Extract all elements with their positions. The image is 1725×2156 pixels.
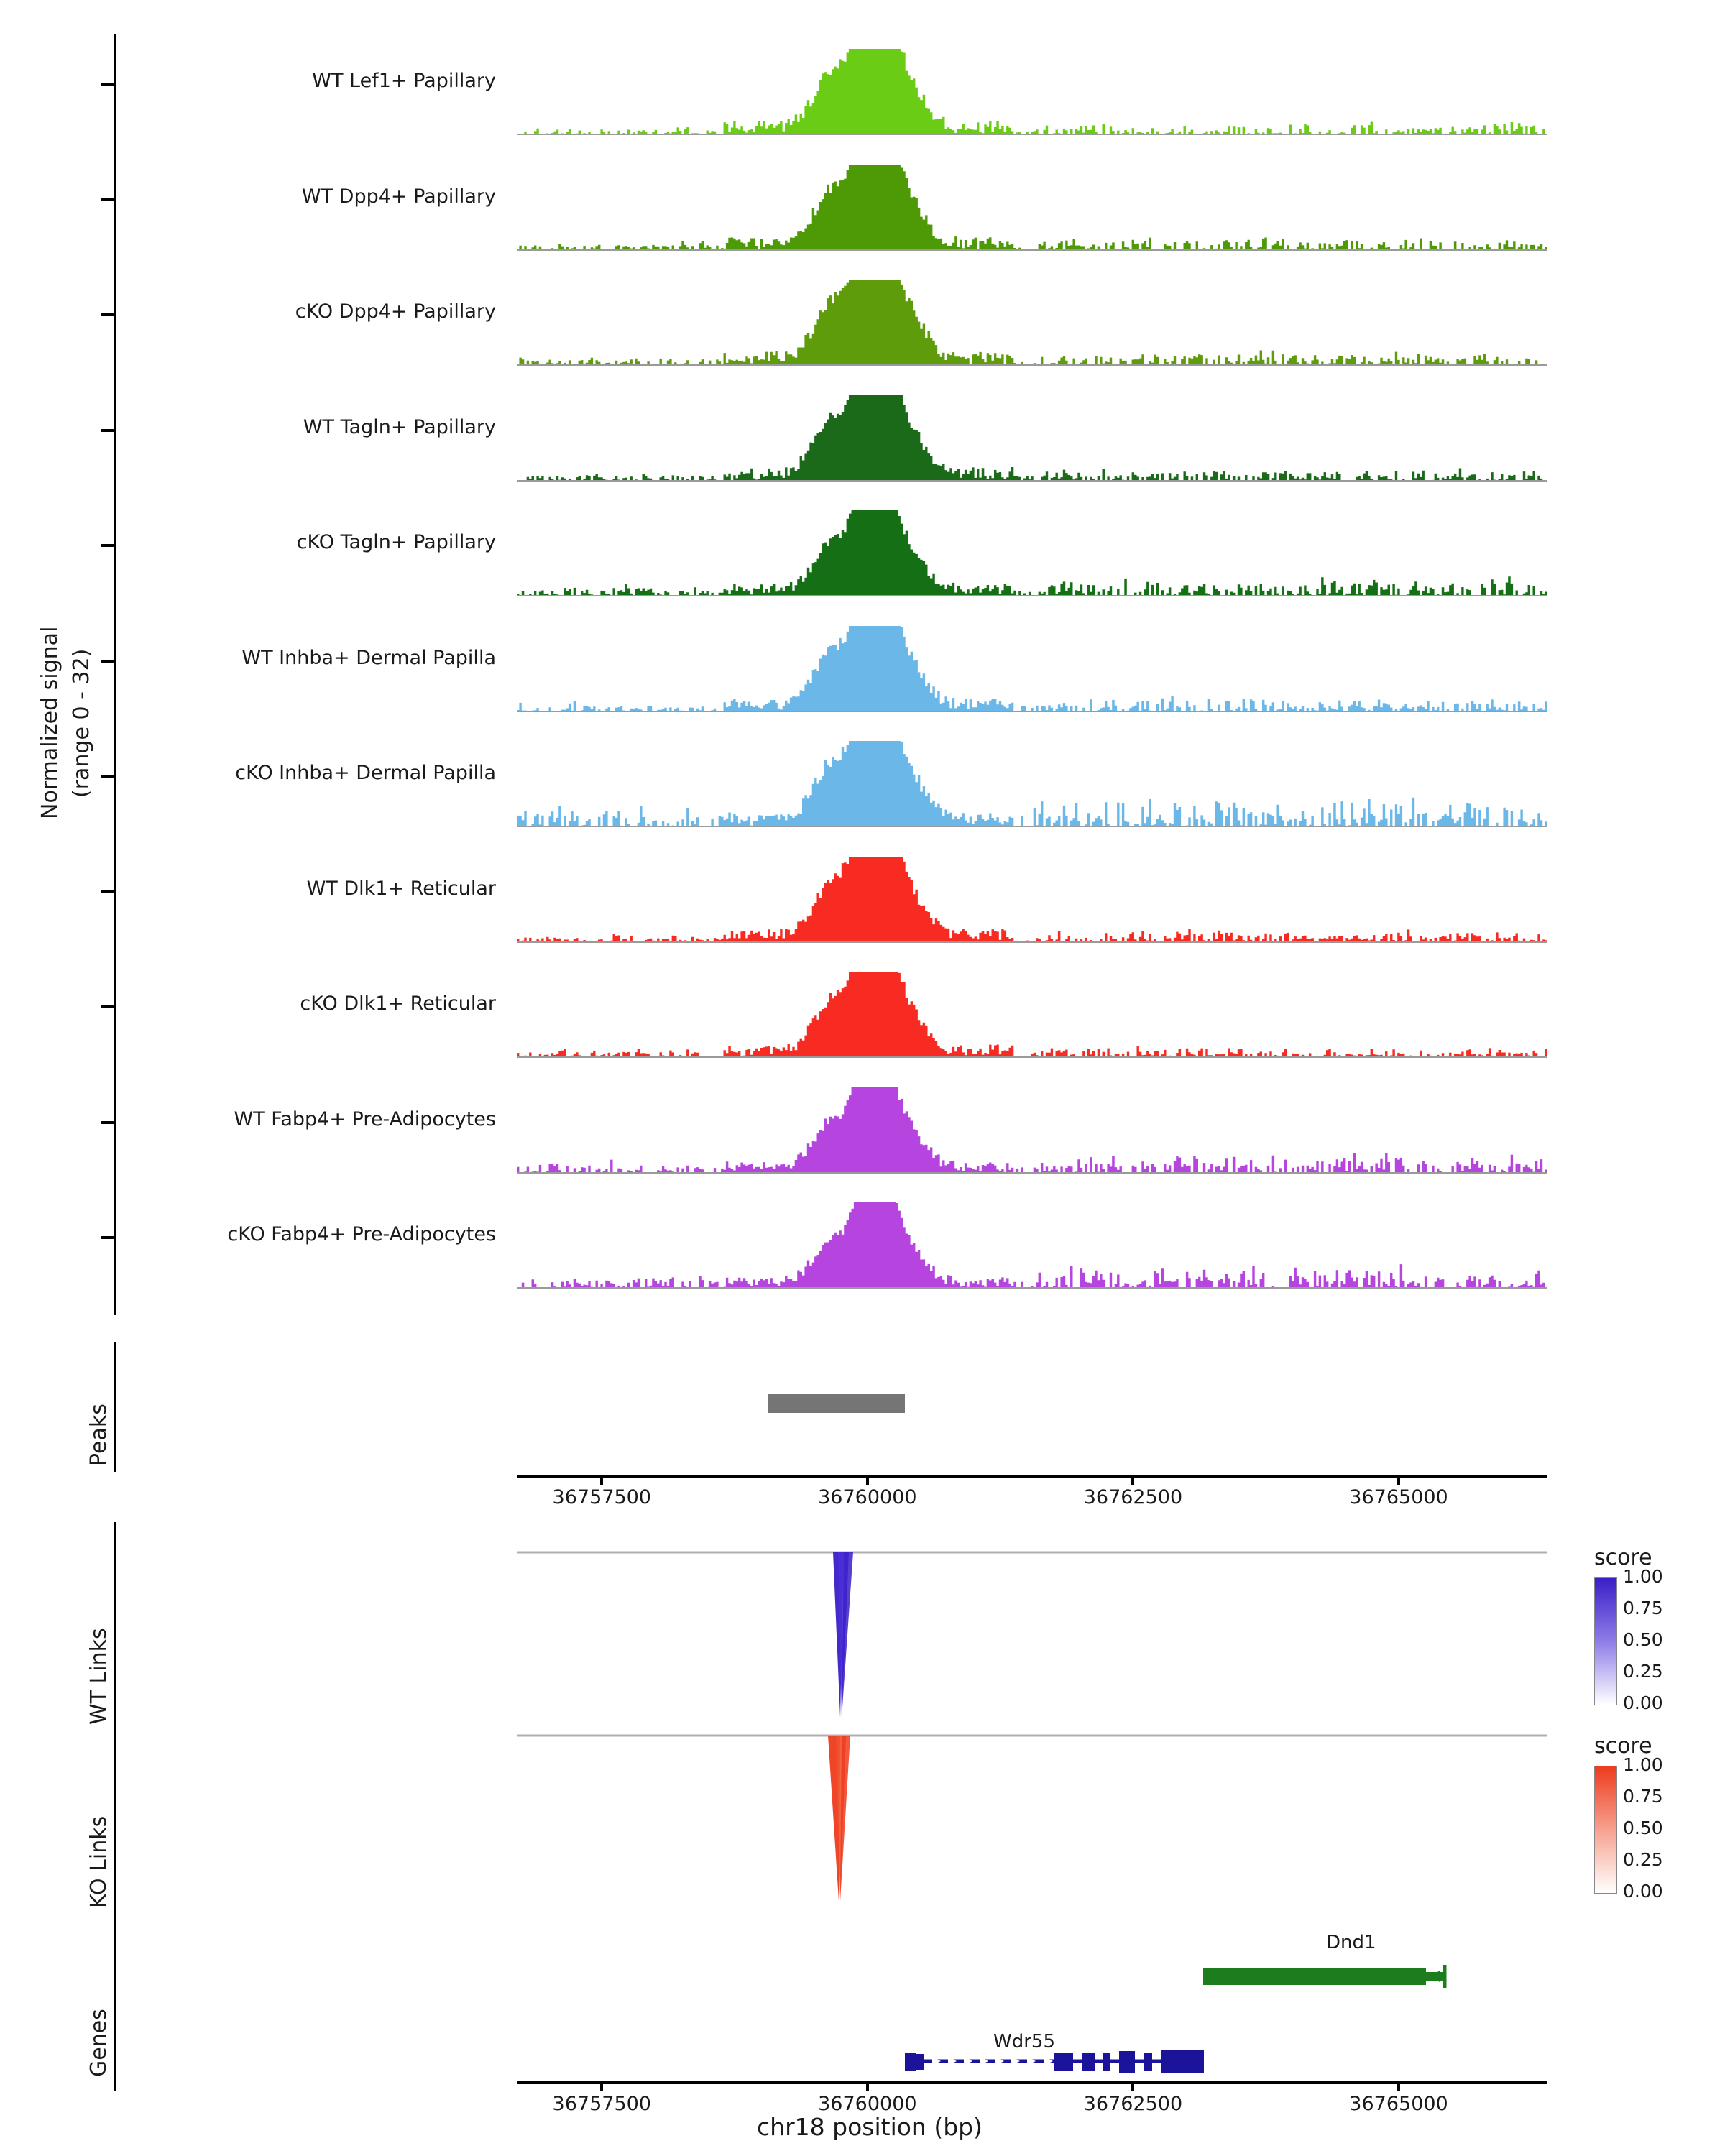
x-tick xyxy=(866,2081,869,2091)
peaks-panel-label: Peaks xyxy=(86,1404,111,1466)
wt-links-legend-colorbar xyxy=(1594,1577,1617,1705)
signal-track xyxy=(517,972,1547,1056)
ko-links-axis-spine xyxy=(114,1703,116,1912)
track-baseline xyxy=(517,1172,1547,1174)
x-tick-label: 36760000 xyxy=(818,2093,917,2115)
ko-links-track xyxy=(517,1725,1547,1904)
track-baseline xyxy=(517,480,1547,482)
track-label: WT Inhba+ Dermal Papilla xyxy=(242,646,496,669)
track-baseline xyxy=(517,1056,1547,1058)
x-tick xyxy=(1397,1475,1400,1485)
track-label: cKO Inhba+ Dermal Papilla xyxy=(235,762,496,784)
track-baseline xyxy=(517,941,1547,943)
wt-links-axis-spine xyxy=(114,1522,116,1731)
legend-tick-label: 0.00 xyxy=(1623,1881,1663,1902)
genes-axis-spine xyxy=(114,1904,116,2091)
track-baseline xyxy=(517,134,1547,135)
track-label: WT Dpp4+ Papillary xyxy=(301,185,496,208)
track-baseline xyxy=(517,826,1547,827)
ko-links-legend-colorbar xyxy=(1594,1766,1617,1894)
track-label: WT Tagln+ Papillary xyxy=(303,415,496,438)
signal-track xyxy=(517,741,1547,826)
track-baseline xyxy=(517,595,1547,596)
track-label: cKO Dlk1+ Reticular xyxy=(300,992,496,1015)
wt-links-legend-title: score xyxy=(1594,1545,1652,1570)
x-tick-label: 36757500 xyxy=(552,2093,651,2115)
x-axis-line-top xyxy=(517,1475,1547,1478)
legend-tick-label: 0.50 xyxy=(1623,1629,1663,1650)
track-label: WT Lef1+ Papillary xyxy=(312,70,496,92)
legend-tick-label: 0.25 xyxy=(1623,1661,1663,1682)
x-tick xyxy=(866,1475,869,1485)
wt-links-track xyxy=(517,1538,1547,1725)
track-baseline xyxy=(517,364,1547,366)
signal-track xyxy=(517,280,1547,364)
signal-track xyxy=(517,857,1547,941)
x-tick xyxy=(600,1475,603,1485)
genes-track xyxy=(517,1912,1547,2091)
legend-tick-label: 0.25 xyxy=(1623,1849,1663,1870)
track-label: WT Fabp4+ Pre-Adipocytes xyxy=(234,1107,496,1130)
x-tick-label: 36762500 xyxy=(1083,2093,1183,2115)
wt-links-panel-label: WT Links xyxy=(86,1628,111,1725)
signal-track xyxy=(517,49,1547,134)
y-axis-title-line2: (range 0 - 32) xyxy=(69,648,94,798)
peaks-axis-spine xyxy=(114,1342,116,1472)
gene-label-dnd1: Dnd1 xyxy=(1326,1932,1376,1953)
track-label: cKO Tagln+ Papillary xyxy=(296,531,496,553)
y-axis-title-line1: Normalized signal xyxy=(37,626,63,819)
x-tick xyxy=(1397,2081,1400,2091)
signal-track xyxy=(517,1202,1547,1287)
x-tick-label: 36765000 xyxy=(1349,2093,1448,2115)
x-tick xyxy=(1131,1475,1134,1485)
ko-links-panel-label: KO Links xyxy=(86,1815,111,1908)
legend-tick-label: 0.50 xyxy=(1623,1818,1663,1838)
x-tick-label: 36762500 xyxy=(1083,1486,1183,1508)
peak-region-bar xyxy=(768,1394,905,1413)
x-axis-title: chr18 position (bp) xyxy=(757,2113,983,2141)
genes-panel-label: Genes xyxy=(86,2009,111,2077)
track-baseline xyxy=(517,249,1547,251)
track-baseline xyxy=(517,1287,1547,1289)
legend-tick-label: 0.00 xyxy=(1623,1692,1663,1713)
signal-track xyxy=(517,510,1547,595)
signal-track xyxy=(517,1087,1547,1172)
x-tick-label: 36760000 xyxy=(818,1486,917,1508)
track-label: WT Dlk1+ Reticular xyxy=(306,877,496,900)
track-label: cKO Dpp4+ Papillary xyxy=(295,300,496,323)
x-tick-label: 36765000 xyxy=(1349,1486,1448,1508)
legend-tick-label: 1.00 xyxy=(1623,1754,1663,1775)
gene-label-wdr55: Wdr55 xyxy=(993,2031,1055,2053)
signal-track xyxy=(517,165,1547,249)
signal-track xyxy=(517,395,1547,480)
legend-tick-label: 0.75 xyxy=(1623,1598,1663,1618)
track-baseline xyxy=(517,711,1547,712)
x-axis-line-bottom xyxy=(517,2081,1547,2084)
legend-tick-label: 1.00 xyxy=(1623,1566,1663,1587)
x-tick-label: 36757500 xyxy=(552,1486,651,1508)
x-tick xyxy=(1131,2081,1134,2091)
x-tick xyxy=(600,2081,603,2091)
signal-track xyxy=(517,626,1547,711)
legend-tick-label: 0.75 xyxy=(1623,1786,1663,1807)
track-label: cKO Fabp4+ Pre-Adipocytes xyxy=(227,1223,496,1245)
ko-links-legend-title: score xyxy=(1594,1733,1652,1759)
